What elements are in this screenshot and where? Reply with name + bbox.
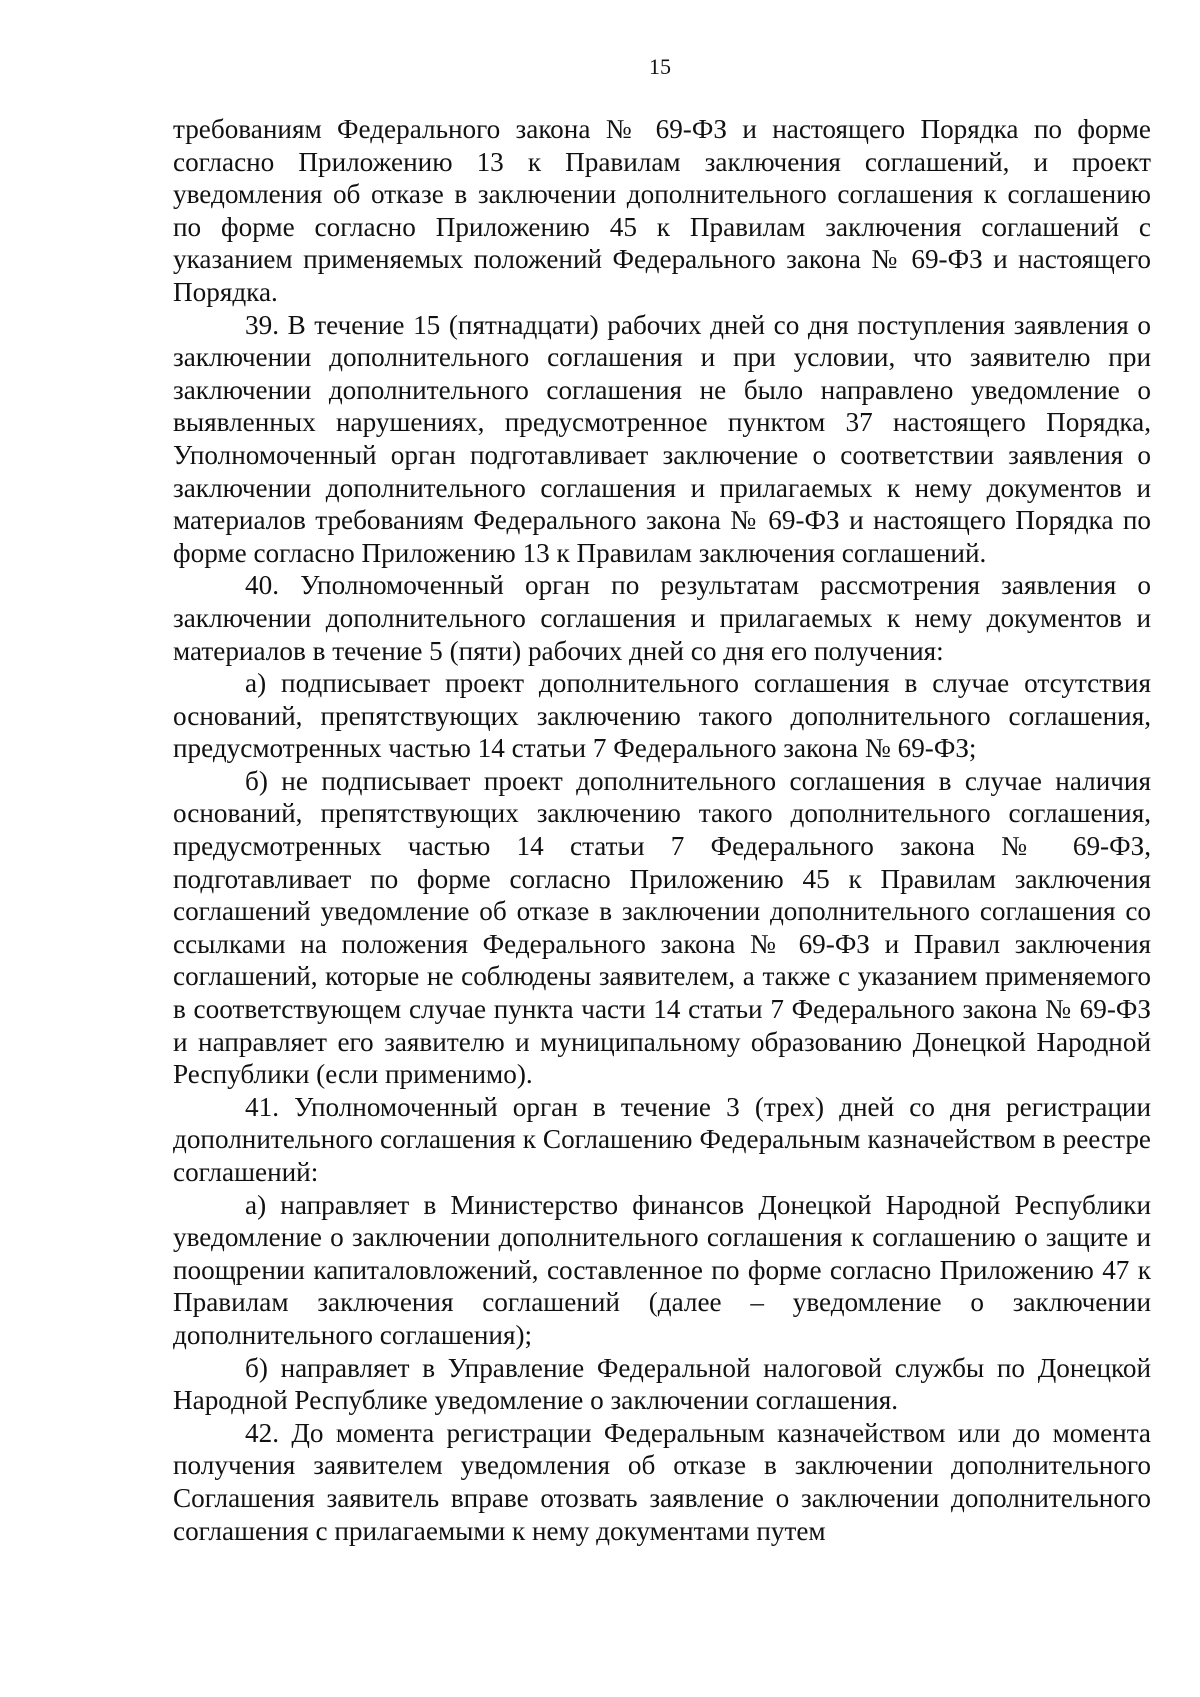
paragraph-continuation: требованиям Федерального закона № 69-ФЗ и настоящего Порядка по форме согласно Приложению 13 к Правилам заключения соглашений, и проект уведомления об отказе в заключении дополнительного соглашения к соглашению по форме согласно Приложению 45 к Правилам заключения соглашений с указанием применяемых положений Федерального закона № 69-ФЗ и настоящего Порядка. bbox=[173, 114, 1151, 307]
paragraph-39: 39. В течение 15 (пятнадцати) рабочих дней со дня поступления заявления о заключении дополнительного соглашения и при условии, что заявителю при заключении дополнительного соглашения не было направлено уведомление о выявленных нарушениях, предусмотренное пунктом 37 настоящего Порядка, Уполномоченный орган подготавливает заключение о соответствии заявления о заключении дополнительного соглашения и прилагаемых к нему документов и материалов требованиям Федерального закона № 69-ФЗ и настоящего Порядка по форме согласно Приложению 13 к Правилам заключения соглашений. bbox=[173, 309, 1151, 568]
paragraph-40-b: б) не подписывает проект дополнительного соглашения в случае наличия оснований, препятствующих заключению такого дополнительного соглашения, предусмотренных частью 14 статьи 7 Федерального закона № 69-ФЗ, подготавливает по форме согласно Приложению 45 к Правилам заключения соглашений уведомление об отказе в заключении дополнительного соглашения со ссылками на положения Федерального закона № 69-ФЗ и Правил заключения соглашений, которые не соблюдены заявителем, а также с указанием применяемого в соответствующем случае пункта части 14 статьи 7 Федерального закона № 69-ФЗ и направляет его заявителю и муниципальному образованию Донецкой Народной Республики (если применимо). bbox=[173, 765, 1151, 1090]
paragraph-41-a: а) направляет в Министерство финансов Донецкой Народной Республики уведомление о заключении дополнительного соглашения к соглашению о защите и поощрении капиталовложений, составленное по форме согласно Приложению 47 к Правилам заключения соглашений (далее – уведомление о заключении дополнительного соглашения); bbox=[173, 1189, 1151, 1350]
document-body bbox=[173, 113, 1151, 1547]
paragraph-40: 40. Уполномоченный орган по результатам рассмотрения заявления о заключении дополнительного соглашения и прилагаемых к нему документов и материалов в течение 5 (пяти) рабочих дней со дня его получения: bbox=[173, 570, 1151, 666]
page-number: 15 bbox=[649, 54, 671, 79]
paragraph-41-b: б) направляет в Управление Федеральной налоговой службы по Донецкой Народной Республике уведомление о заключении соглашения. bbox=[173, 1352, 1151, 1416]
paragraph-40-a: а) подписывает проект дополнительного соглашения в случае отсутствия оснований, препятствующих заключению такого дополнительного соглашения, предусмотренных частью 14 статьи 7 Федерального закона № 69-ФЗ; bbox=[173, 668, 1151, 764]
paragraph-41: 41. Уполномоченный орган в течение 3 (трех) дней со дня регистрации дополнительного соглашения к Соглашению Федеральным казначейством в реестре соглашений: bbox=[173, 1091, 1151, 1187]
paragraph-42: 42. До момента регистрации Федеральным казначейством или до момента получения заявителем уведомления об отказе в заключении дополнительного Соглашения заявитель вправе отозвать заявление о заключении дополнительного соглашения с прилагаемыми к нему документами путем bbox=[173, 1417, 1151, 1546]
